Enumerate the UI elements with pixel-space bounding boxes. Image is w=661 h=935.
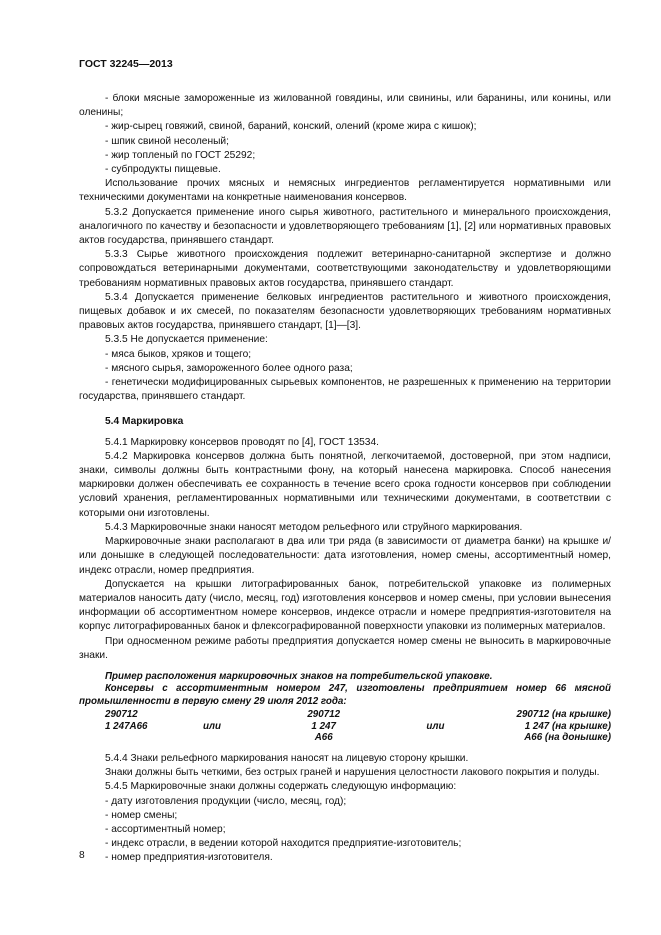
paragraph: - индекс отрасли, в ведении которой находится предприятие-изготовитель;: [105, 838, 462, 850]
paragraph: - субпродукты пищевые.: [105, 164, 221, 176]
example-line: 290712: [105, 709, 138, 721]
marking-example-table: [79, 709, 611, 744]
example-line: А66: [314, 732, 333, 744]
paragraph: При односменном режиме работы предприятия допускается номер смены не выносить в маркировочные знаки.: [79, 635, 611, 661]
paragraph: - ассортиментный номер;: [105, 823, 226, 835]
paragraph: Маркировочные знаки располагают в два или три ряда (в зависимости от диаметра банки) на крышке и/или донышке в следующей последовательности: дата изготовления, номер смены, ассортиментный номер, индекс отрасли, номер предприятия.: [79, 536, 611, 576]
paragraph: 5.3.5 Не допускается применение:: [105, 334, 268, 346]
paragraph: - номер смены;: [105, 809, 178, 821]
paragraphs-part-2: [79, 752, 611, 866]
example-line: А66 (на донышке): [524, 732, 611, 744]
document-header: ГОСТ 32245—2013: [79, 58, 173, 70]
paragraph: 5.3.4 Допускается применение белковых ингредиентов растительного и животного происхождения, пищевых добавок и их смесей, по показателям безопасности удовлетворяющих требованиям нормативных правовых актов государства, принявшего стандарт, [1]—[3].: [79, 291, 611, 332]
example-text: Консервы с ассортиментным номером 247, изготовлены предприятием номер 66 мясной промышленности в первую смену 29 июля 2012 года:: [79, 683, 611, 707]
paragraph: - блоки мясные замороженные из жилованной говядины, или свинины, или баранины, или конины, или оленины;: [79, 93, 611, 119]
paragraph: - дату изготовления продукции (число, месяц, год);: [105, 795, 347, 807]
example-variant-1: [79, 709, 175, 744]
example-variant-2: [249, 709, 398, 744]
or-label: или: [202, 720, 222, 732]
paragraph: - жир-сырец говяжий, свиной, бараний, конский, олений (кроме жира с кишок);: [105, 121, 477, 133]
paragraph: - шпик свиной несоленый;: [105, 135, 229, 147]
paragraph: 5.3.2 Допускается применение иного сырья животного, растительного и минерального происхождения, аналогичного по качеству и безопасности и удовлетворяющего требованиям [1], [2] или нормативных правовых актов государства, принявшего стандарт.: [79, 206, 611, 247]
paragraph: - мясного сырья, замороженного более одного раза;: [105, 362, 353, 374]
example-line: 1 247 (на крышке): [524, 720, 611, 732]
paragraph: 5.4.4 Знаки рельефного маркирования наносят на лицевую сторону крышки.: [105, 752, 469, 764]
paragraph: 5.4.3 Маркировочные знаки наносят методом рельефного или струйного маркирования.: [105, 521, 523, 533]
paragraphs-part-1: [79, 92, 611, 663]
section-heading: 5.4 Маркировка: [105, 416, 184, 428]
paragraph: - жир топленый по ГОСТ 25292;: [105, 149, 256, 161]
paragraph: - номер предприятия-изготовителя.: [105, 852, 273, 864]
paragraph: 5.4.1 Маркировку консервов проводят по [4], ГОСТ 13534.: [105, 436, 379, 448]
example-line: 290712 (на крышке): [516, 709, 611, 721]
paragraph: Знаки должны быть четкими, без острых граней и нарушения целостности лакового покрытия и полуды.: [105, 767, 600, 779]
example-line: 290712: [307, 709, 341, 721]
paragraph: 5.4.2 Маркировка консервов должна быть понятной, легкочитаемой, достоверной, при этом надписи, знаки, символы должны быть контрастными фону, на который нанесена маркировка. Способ нанесения маркировки должен обеспечивать ее сохранность в течение всего срока годности консервов при соблюдении условий хранения, регламентированных нормативными или техническими документами, в соответствии с которыми они изготовлены.: [79, 450, 611, 519]
document-body: [79, 92, 611, 866]
paragraph: 5.4.5 Маркировочные знаки должны содержать следующую информацию:: [105, 781, 457, 793]
paragraph: - мяса быков, хряков и тощего;: [105, 348, 252, 360]
paragraph: Использование прочих мясных и немясных ингредиентов регламентируется нормативными или техническими документами на конкретные наименования консервов.: [79, 178, 611, 204]
or-label: или: [426, 720, 445, 732]
example-line: 1 247А66: [105, 720, 148, 732]
paragraph: 5.3.3 Сырье животного происхождения подлежит ветеринарно-санитарной экспертизе и должно сопровождаться ветеринарными документами, соответствующими законодательству и удовлетворяющими требованиям нормативных правовых актов государства, принявшего стандарт.: [79, 249, 611, 289]
paragraph: - генетически модифицированных сырьевых компонентов, не разрешенных к применению на территории государства, принявшего стандарт.: [79, 377, 611, 403]
example-variant-3: [473, 709, 611, 744]
page-number: 8: [79, 850, 85, 861]
example-line: 1 247: [311, 720, 336, 732]
paragraph: Допускается на крышки литографированных банок, потребительской упаковке из полимерных материалов наносить дату (число, месяц, год) изготовления консервов и номер смены, при условии вынесения информации об ассортиментном номере консервов, индексе отрасли и номере предприятия-изготовителя на корпус литографированных банок и флексографированной поверхности упаковки из полимерных материалов.: [79, 578, 611, 633]
example-title: Пример расположения маркировочных знаков на потребительской упаковке.: [105, 670, 493, 682]
